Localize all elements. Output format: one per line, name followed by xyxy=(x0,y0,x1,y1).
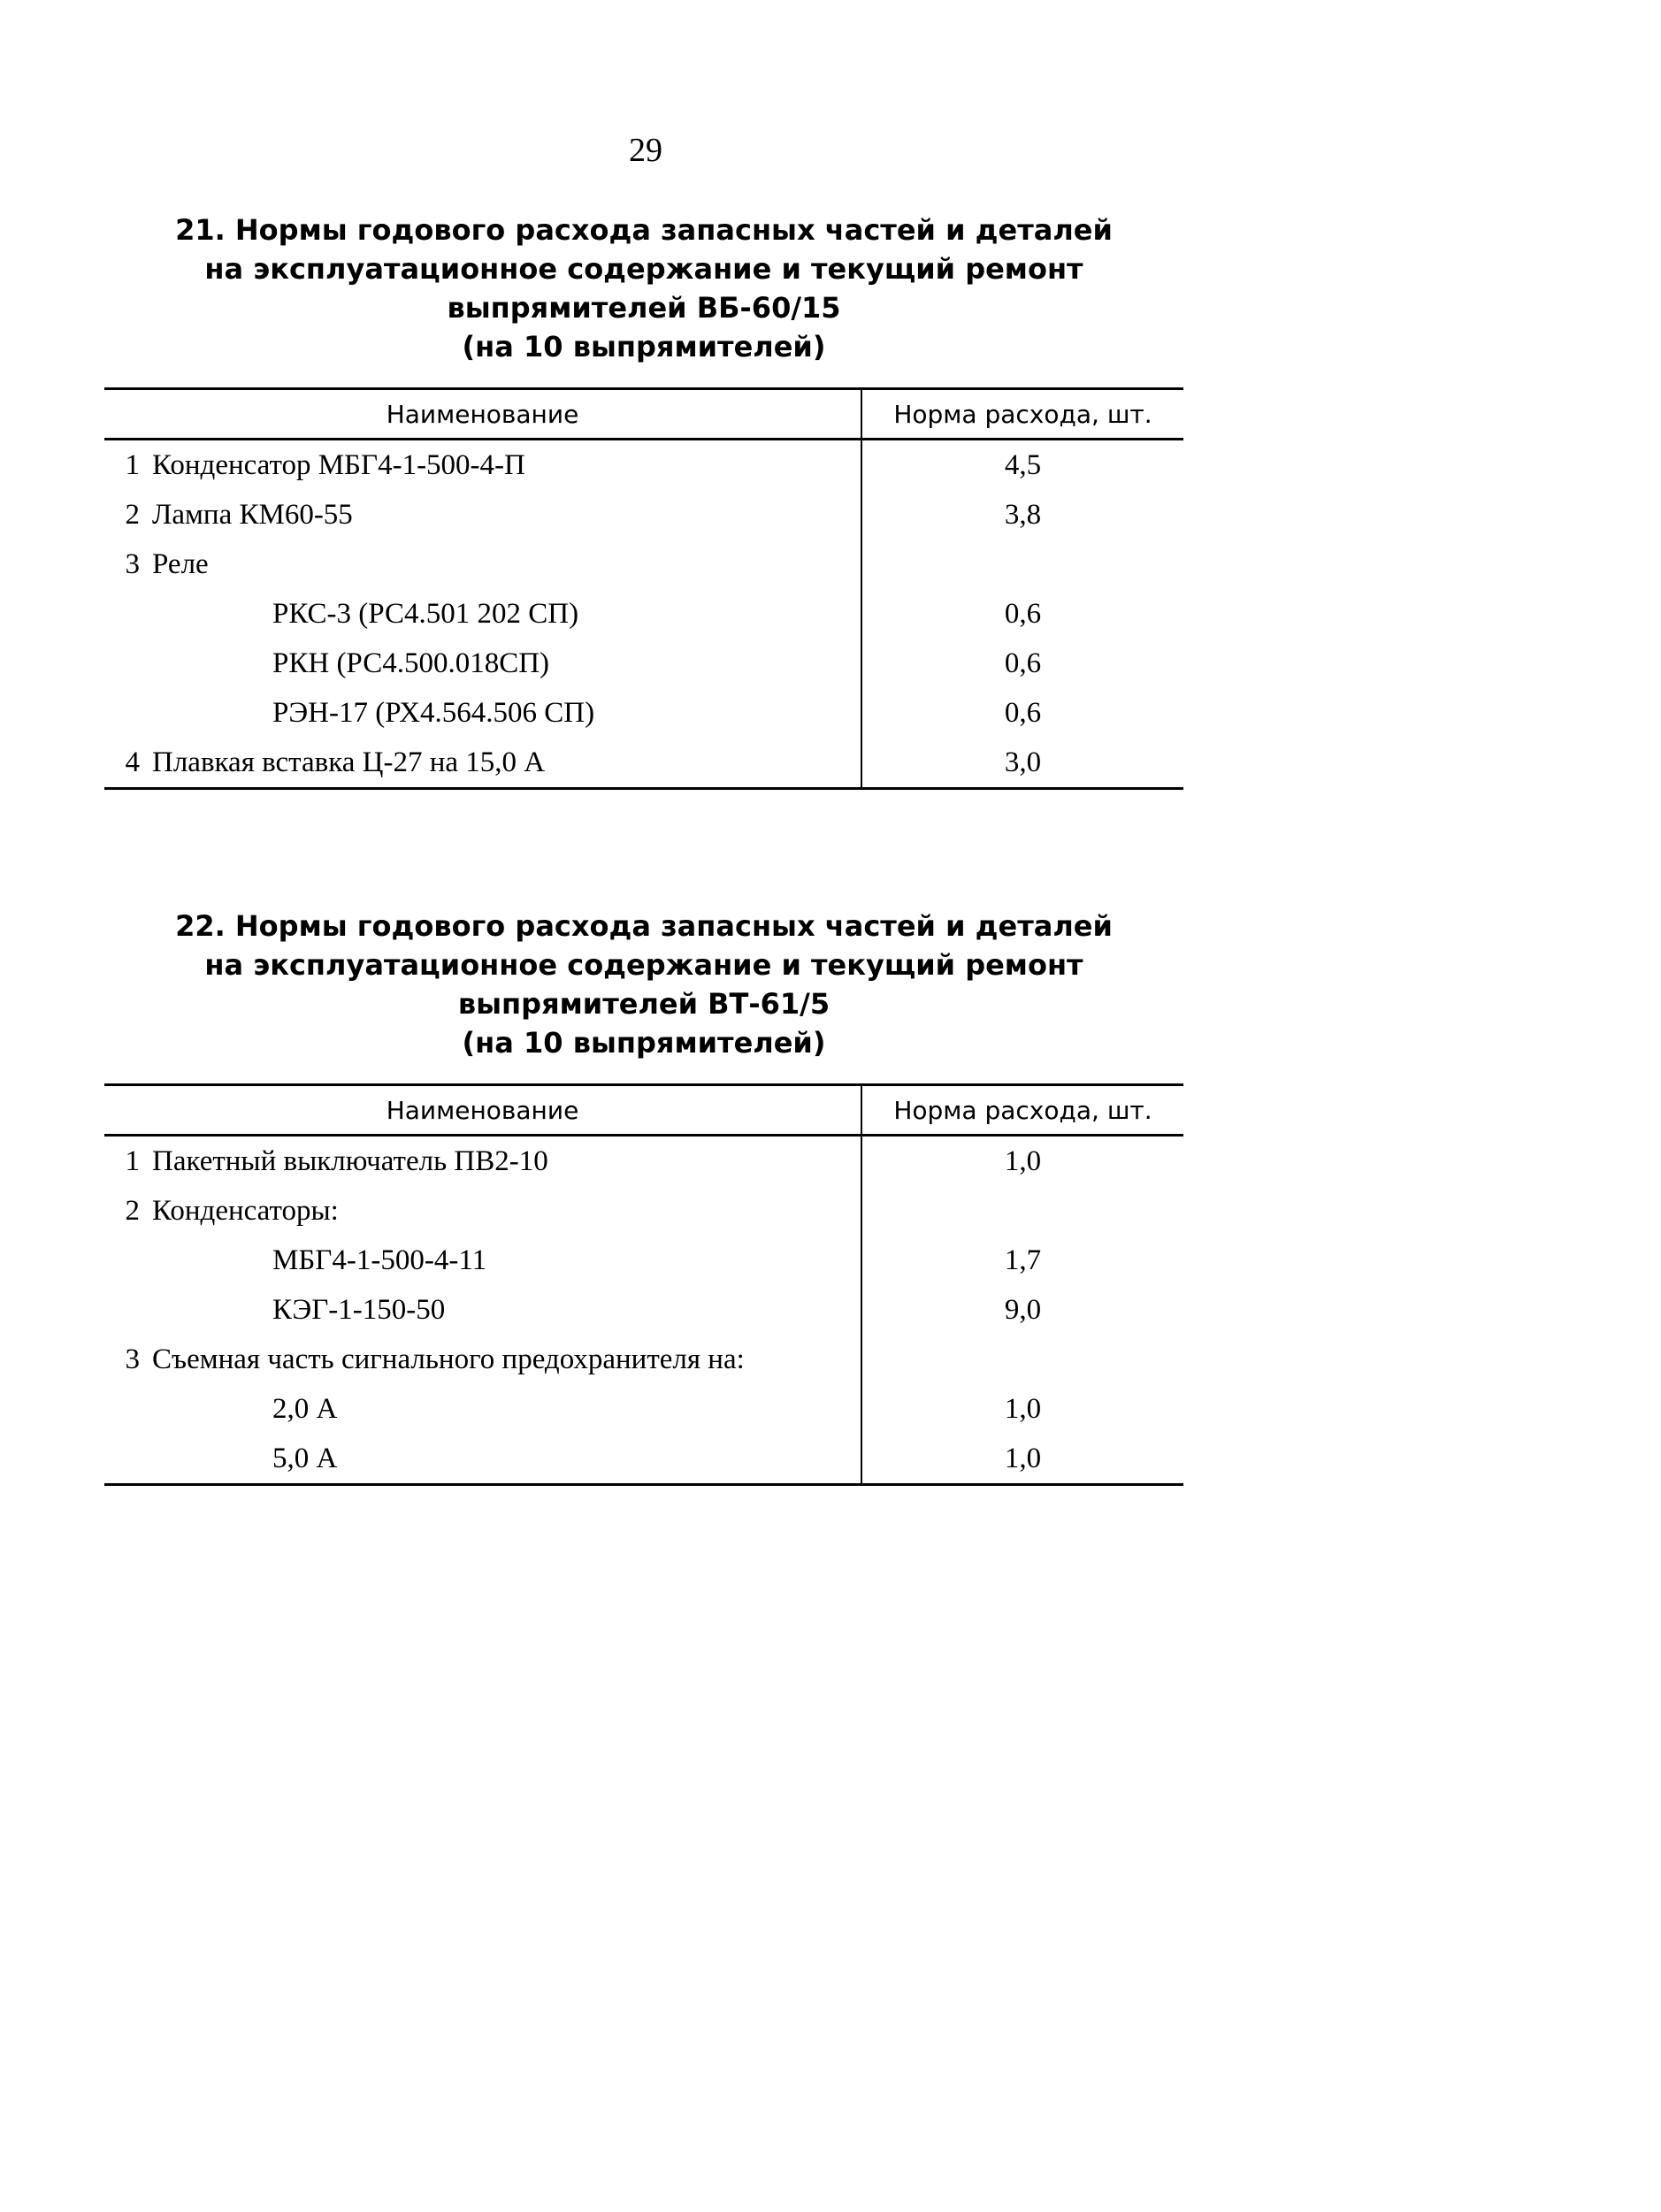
table-row xyxy=(104,589,1183,639)
item-name: КЭГ-1-150-50 xyxy=(272,1293,446,1326)
item-name-cell xyxy=(104,589,861,639)
table-row xyxy=(104,639,1183,688)
table-row xyxy=(104,540,1183,589)
item-number: 1 xyxy=(125,448,140,481)
norms-table xyxy=(104,387,1183,790)
item-name: Пакетный выключатель ПВ2-10 xyxy=(152,1144,548,1177)
item-name-cell xyxy=(104,688,861,738)
title-line: 21. Нормы годового расхода запасных частей и деталей xyxy=(175,213,1113,247)
table-row xyxy=(104,1186,1183,1236)
item-name-cell xyxy=(104,1384,861,1434)
item-name: РКС-3 (РС4.501 202 СП) xyxy=(272,597,579,630)
table-row xyxy=(104,1136,1183,1187)
table-row xyxy=(104,688,1183,738)
item-name-cell xyxy=(104,1434,861,1485)
item-norm xyxy=(861,540,1183,589)
item-name-cell xyxy=(104,738,861,789)
norms-table xyxy=(104,1083,1183,1486)
title-line: выпрямителей ВБ-60/15 xyxy=(447,291,841,325)
item-name-cell xyxy=(104,1285,861,1335)
norms-section-22 xyxy=(104,907,1183,1486)
item-number: 3 xyxy=(125,547,140,580)
table-row xyxy=(104,1236,1183,1285)
column-header-norm: Норма расхода, шт. xyxy=(861,389,1183,440)
table-row xyxy=(104,1285,1183,1335)
column-header-name: Наименование xyxy=(104,1085,861,1136)
item-name-cell xyxy=(104,1186,861,1236)
title-line: выпрямителей ВТ-61/5 xyxy=(457,987,830,1021)
item-name-cell xyxy=(104,1335,861,1384)
item-norm: 1,0 xyxy=(1004,1392,1042,1425)
item-name: Лампа КМ60-55 xyxy=(152,498,353,531)
column-header-norm: Норма расхода, шт. xyxy=(861,1085,1183,1136)
item-number: 2 xyxy=(125,498,140,531)
item-number: 3 xyxy=(125,1343,140,1375)
item-norm: 1,0 xyxy=(1004,1144,1042,1177)
item-norm: 0,6 xyxy=(1004,647,1042,679)
title-line: (на 10 выпрямителей) xyxy=(462,330,826,364)
item-norm: 3,0 xyxy=(1004,746,1042,778)
item-norm: 1,7 xyxy=(1004,1244,1042,1276)
item-name: МБГ4-1-500-4-11 xyxy=(272,1244,487,1276)
item-norm: 9,0 xyxy=(1004,1293,1042,1326)
item-name: Конденсатор МБГ4-1-500-4-П xyxy=(152,448,525,481)
item-norm: 1,0 xyxy=(1004,1442,1042,1474)
table-row xyxy=(104,1434,1183,1485)
item-norm xyxy=(861,1186,1183,1236)
table-header-row xyxy=(104,1085,1183,1136)
table-row xyxy=(104,440,1183,491)
column-header-name: Наименование xyxy=(104,389,861,440)
item-name-cell xyxy=(104,540,861,589)
title-line: 22. Нормы годового расхода запасных частей и деталей xyxy=(175,909,1113,943)
item-name-cell xyxy=(104,1236,861,1285)
section-title xyxy=(104,907,1183,1062)
title-line: на эксплуатационное содержание и текущий ремонт xyxy=(204,948,1083,982)
table-row xyxy=(104,1384,1183,1434)
table-row xyxy=(104,738,1183,789)
item-name: Съемная часть сигнального предохранителя на: xyxy=(152,1343,745,1375)
item-name-cell xyxy=(104,1136,861,1187)
item-number: 2 xyxy=(125,1194,140,1227)
item-name: 2,0 А xyxy=(272,1392,338,1425)
item-norm: 0,6 xyxy=(1004,696,1042,729)
table-header-row xyxy=(104,389,1183,440)
item-name: Плавкая вставка Ц-27 на 15,0 А xyxy=(152,746,546,778)
item-name: Реле xyxy=(152,547,209,580)
item-number: 1 xyxy=(125,1144,140,1177)
item-number: 4 xyxy=(125,746,140,778)
item-name: РКН (РС4.500.018СП) xyxy=(272,647,550,679)
title-line: (на 10 выпрямителей) xyxy=(462,1026,826,1060)
page-number: 29 xyxy=(629,132,662,169)
table-row xyxy=(104,1335,1183,1384)
item-name: Конденсаторы: xyxy=(152,1194,339,1227)
item-name: 5,0 А xyxy=(272,1442,338,1474)
title-line: на эксплуатационное содержание и текущий ремонт xyxy=(204,252,1083,286)
table-row xyxy=(104,490,1183,540)
item-norm xyxy=(861,1335,1183,1384)
item-norm: 3,8 xyxy=(1004,498,1042,531)
item-norm: 0,6 xyxy=(1004,597,1042,630)
item-name: РЭН-17 (РХ4.564.506 СП) xyxy=(272,696,595,729)
item-name-cell xyxy=(104,639,861,688)
item-norm: 4,5 xyxy=(1004,448,1042,481)
item-name-cell xyxy=(104,440,861,491)
section-title xyxy=(104,210,1183,366)
norms-section-21 xyxy=(104,210,1183,790)
item-name-cell xyxy=(104,490,861,540)
